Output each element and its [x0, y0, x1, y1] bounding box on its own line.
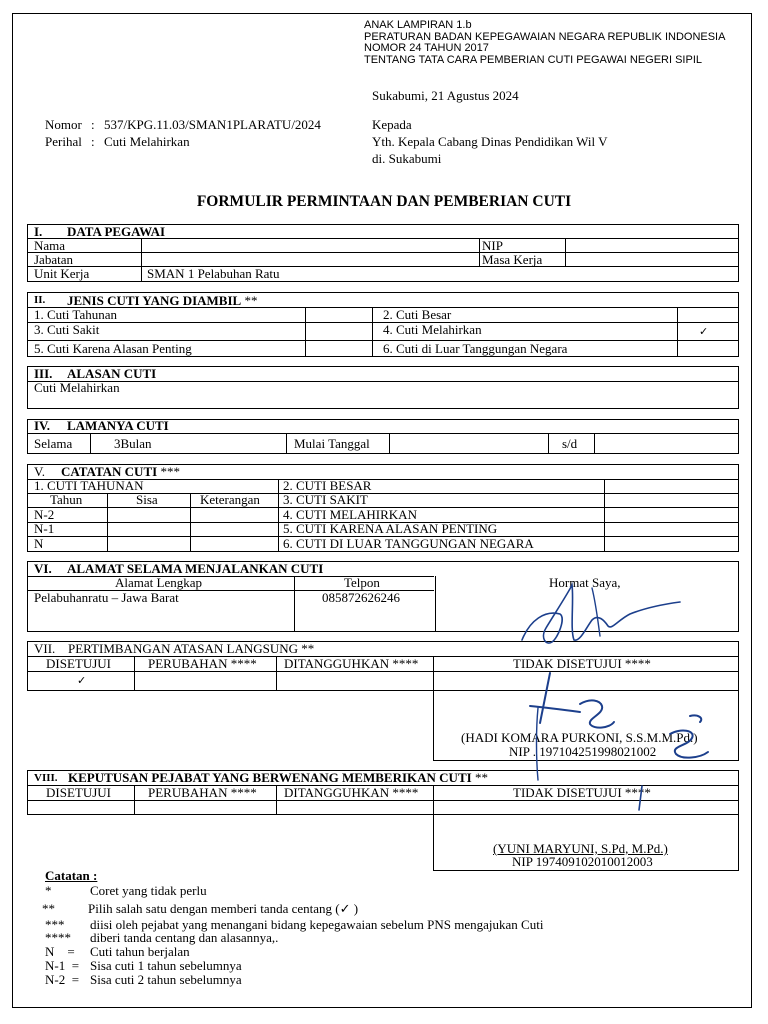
col-ditangguhkan: DITANGGUHKAN ****	[284, 656, 419, 671]
nomor-value: 537/KPG.11.03/SMAN1PLARATU/2024	[104, 117, 321, 132]
section-number: VI.	[34, 561, 52, 576]
perihal-label: Perihal	[45, 134, 82, 149]
telpon-value: 085872626246	[322, 590, 400, 605]
kepada-label: Kepada	[372, 117, 412, 132]
section-alasan-cuti	[27, 366, 739, 409]
section-title-text: KEPUTUSAN PEJABAT YANG BERWENANG MEMBERIKAN CUTI	[68, 770, 472, 785]
hormat-saya: Hormat Saya,	[549, 575, 621, 590]
col-tidak-disetujui: TIDAK DISETUJUI ****	[513, 656, 651, 671]
jabatan-label: Jabatan	[34, 252, 73, 267]
telpon-header: Telpon	[344, 575, 380, 590]
catatan-title: Catatan :	[45, 868, 98, 883]
note-marker: N =	[45, 944, 75, 959]
catatan-right-item: 5. CUTI KARENA ALASAN PENTING	[283, 521, 498, 536]
masa-kerja-label: Masa Kerja	[482, 252, 543, 267]
section-data-pegawai	[27, 224, 739, 282]
section-title-text: JENIS CUTI YANG DIAMBIL	[67, 293, 242, 308]
col-disetujui: DISETUJUI	[46, 785, 111, 800]
note-marker: *	[45, 883, 52, 898]
official-name: (HADI KOMARA PURKONI, S.S.M.M.Pd.)	[461, 730, 698, 745]
note-text: Coret yang tidak perlu	[90, 883, 207, 898]
cuti-option: 1. Cuti Tahunan	[34, 307, 117, 322]
note-marker: N-1 =	[45, 958, 80, 973]
lampiran-line: ANAK LAMPIRAN 1.b	[364, 19, 472, 31]
signature-pegawai	[500, 580, 690, 650]
cuti-option: 4. Cuti Melahirkan	[383, 322, 482, 337]
section-title-text: CATATAN CUTI	[61, 464, 158, 479]
cuti-option: 6. Cuti di Luar Tanggungan Negara	[383, 341, 568, 356]
official-name: (YUNI MARYUNI, S.Pd, M.Pd.)	[493, 841, 668, 856]
signature-box-pejabat	[433, 814, 739, 871]
section-title	[68, 771, 488, 784]
note-marker: ****	[45, 930, 71, 945]
note-text: Cuti tahun berjalan	[90, 944, 190, 959]
note-text: Pilih salah satu dengan memberi tanda centang (✓ )	[88, 901, 359, 916]
keterangan-header: Keterangan	[200, 492, 260, 507]
lampiran-line: TENTANG TATA CARA PEMBERIAN CUTI PEGAWAI NEGERI SIPIL	[364, 53, 703, 66]
section-stars: **	[298, 641, 315, 656]
selama-value: 3Bulan	[114, 436, 152, 451]
catatan-right-item: 2. CUTI BESAR	[283, 478, 372, 493]
catatan-right-item: 4. CUTI MELAHIRKAN	[283, 507, 417, 522]
section-stars: ***	[157, 464, 180, 479]
section-title-text: PERTIMBANGAN ATASAN LANGSUNG	[68, 641, 299, 656]
nomor-label: Nomor	[45, 117, 82, 132]
perihal-value: Cuti Melahirkan	[104, 134, 190, 149]
lampiran-line: NOMOR 24 TAHUN 2017	[364, 42, 489, 54]
note-marker: N-2 =	[45, 972, 80, 987]
cuti-option: 2. Cuti Besar	[383, 307, 452, 322]
col-disetujui: DISETUJUI	[46, 656, 111, 671]
note-text: diisi oleh pejabat yang menangani bidang kepegawaian sebelum PNS mengajukan Cuti	[90, 917, 544, 932]
mulai-tanggal-label: Mulai Tanggal	[294, 436, 370, 451]
note-marker: ***	[45, 917, 65, 932]
note-text: Sisa cuti 1 tahun sebelumnya	[90, 958, 242, 973]
unit-kerja-value: SMAN 1 Pelabuhan Ratu	[147, 266, 280, 281]
letter-date: Sukabumi, 21 Agustus 2024	[372, 88, 519, 103]
section-number: II.	[34, 294, 46, 306]
nomor-colon: :	[91, 117, 95, 132]
perihal-colon: :	[91, 134, 95, 149]
year-row-label: N-2	[34, 507, 55, 522]
section-title	[67, 294, 257, 307]
unit-kerja-label: Unit Kerja	[34, 266, 90, 281]
alasan-value: Cuti Melahirkan	[34, 380, 120, 395]
nip-label: NIP	[482, 238, 503, 253]
signature-pejabat-mark	[630, 782, 650, 812]
section-stars: **	[471, 770, 488, 785]
year-row-label: N-1	[34, 521, 55, 536]
cuti-option: 5. Cuti Karena Alasan Penting	[34, 341, 192, 356]
catatan-notes	[45, 869, 97, 883]
section-number: IV.	[34, 418, 51, 433]
section-number: V.	[34, 464, 45, 479]
col-perubahan: PERUBAHAN ****	[148, 785, 257, 800]
section-title	[61, 465, 180, 478]
cuti-tahunan-label: 1. CUTI TAHUNAN	[34, 478, 144, 493]
check-icon: ✓	[77, 674, 87, 687]
section-title: ALAMAT SELAMA MENJALANKAN CUTI	[67, 561, 324, 576]
section-title	[68, 642, 314, 655]
section-number: I.	[34, 224, 43, 239]
section-number: III.	[34, 366, 53, 381]
tahun-header: Tahun	[50, 492, 83, 507]
lampiran-header	[364, 20, 725, 66]
kepada-line: Yth. Kepala Cabang Dinas Pendidikan Wil V	[372, 134, 608, 149]
sisa-header: Sisa	[136, 492, 158, 507]
col-perubahan: PERUBAHAN ****	[148, 656, 257, 671]
col-tidak-disetujui: TIDAK DISETUJUI ****	[513, 785, 651, 800]
lampiran-line: PERATURAN BADAN KEPEGAWAIAN NEGARA REPUBLIK INDONESIA	[364, 30, 726, 43]
col-ditangguhkan: DITANGGUHKAN ****	[284, 785, 419, 800]
sd-label: s/d	[562, 436, 578, 451]
section-title: LAMANYA CUTI	[67, 418, 169, 433]
official-nip: NIP 197409102010012003	[512, 854, 653, 869]
nama-label: Nama	[34, 238, 66, 253]
kepada-line: di. Sukabumi	[372, 151, 442, 166]
year-row-label: N	[34, 536, 44, 551]
cuti-option: 3. Cuti Sakit	[34, 322, 100, 337]
signature-atasan	[520, 668, 730, 783]
section-title: ALASAN CUTI	[67, 366, 157, 381]
alamat-header: Alamat Lengkap	[115, 575, 202, 590]
section-catatan-cuti	[27, 464, 739, 552]
section-lamanya-cuti	[27, 419, 739, 454]
official-nip: NIP . 197104251998021002	[509, 744, 657, 759]
section-stars: **	[241, 293, 258, 308]
check-icon: ✓	[699, 325, 709, 338]
alamat-value: Pelabuhanratu – Jawa Barat	[34, 590, 179, 605]
note-text: diberi tanda centang dan alasannya,.	[90, 930, 279, 945]
form-title: FORMULIR PERMINTAAN DAN PEMBERIAN CUTI	[196, 193, 572, 210]
section-jenis-cuti	[27, 292, 739, 357]
section-title: DATA PEGAWAI	[67, 224, 166, 239]
catatan-right-item: 6. CUTI DI LUAR TANGGUNGAN NEGARA	[283, 536, 534, 551]
note-text: Sisa cuti 2 tahun sebelumnya	[90, 972, 242, 987]
catatan-right-item: 3. CUTI SAKIT	[283, 492, 368, 507]
note-marker: **	[42, 901, 55, 916]
selama-label: Selama	[34, 436, 73, 451]
section-number: VIII.	[34, 772, 58, 784]
section-number: VII.	[34, 641, 56, 656]
